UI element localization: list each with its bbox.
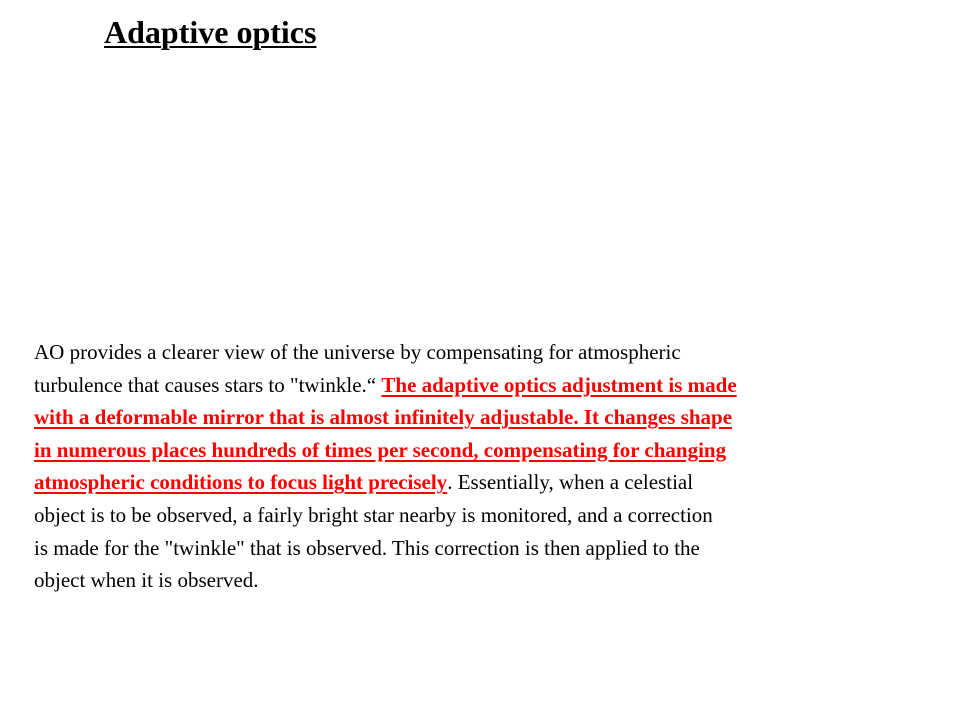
- emphasized-text-run: atmospheric conditions to focus light precisely: [34, 470, 448, 495]
- paragraph-line: [34, 369, 934, 402]
- text-run: turbulence that causes stars to "twinkle.“: [34, 372, 382, 397]
- paragraph-line: [34, 499, 934, 532]
- paragraph-line: [34, 532, 934, 565]
- text-run: is made for the "twinkle" that is observed. This correction is then applied to the: [34, 535, 700, 560]
- paragraph-line: [34, 401, 934, 434]
- paragraph-line: [34, 434, 934, 467]
- paragraph-line: [34, 466, 934, 499]
- text-run: . Essentially, when a celestial: [447, 470, 694, 495]
- emphasized-text-run: in numerous places hundreds of times per second, compensating for changing: [34, 437, 727, 462]
- text-run: object when it is observed.: [34, 568, 259, 593]
- text-run: AO provides a clearer view of the universe by compensating for atmospheric: [34, 340, 681, 364]
- emphasized-text-run: with a deformable mirror that is almost infinitely adjustable. It changes shape: [34, 405, 733, 430]
- paragraph-line: [34, 564, 934, 597]
- body-paragraph: [34, 336, 934, 597]
- slide-title: Adaptive optics: [104, 14, 317, 50]
- text-run: object is to be observed, a fairly bright star nearby is monitored, and a correction: [34, 502, 713, 527]
- emphasized-text-run: The adaptive optics adjustment is made: [381, 372, 737, 397]
- paragraph-line: [34, 336, 934, 369]
